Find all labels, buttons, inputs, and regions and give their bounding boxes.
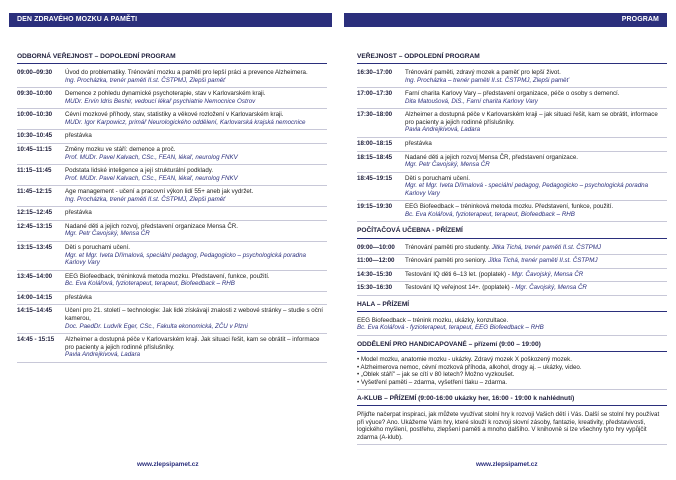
program-time: 09:00—10:00 <box>357 243 395 251</box>
program-row <box>357 269 667 283</box>
program-row <box>17 109 327 130</box>
program-row <box>357 67 667 88</box>
program-speaker: Prof. MUDr. Pavel Kalvach, CSc., FEAN, lékař, neurolog FNKV <box>65 174 238 182</box>
handicapped-list <box>357 355 667 390</box>
header-title-left: DEN ZDRAVÉHO MOZKU A PAMĚTI <box>9 13 332 27</box>
program-description <box>65 111 327 126</box>
program-time: 18:00–18:15 <box>357 139 393 147</box>
program-row <box>357 138 667 152</box>
program-text: Cévní mozkové příhody, stav, statistiky a věkové rozložení v Karlovarském kraji. <box>65 111 284 119</box>
program-text: Podstata lidské inteligence a její strukturální podklady. <box>65 167 214 175</box>
hall-entry <box>357 315 667 336</box>
program-description <box>65 146 327 161</box>
program-description <box>65 167 327 182</box>
program-row <box>17 292 327 306</box>
program-description <box>65 273 327 288</box>
program-row <box>17 165 327 186</box>
program-text: Farní charita Karlovy Vary – představení organizace, péče o osoby s demencí. <box>405 90 620 98</box>
page-header <box>0 0 676 28</box>
program-text: Trénování paměti, zdravý mozek a paměť pro lepší život. <box>405 69 561 77</box>
program-speaker: Mgr. Čavojský, Mensa ČR <box>511 270 584 278</box>
a-klub-text: Přijďte načerpat inspiraci, jak můžete využívat stolní hry k rozvoji Vašich dětí i Vás. Další se stolní hry používat při výuce? Ano. Ukážeme Vám hry, které slouží k rozvoji slovní zásoby, fantazie, kreativity, představivosti, logického myšlení, postřehu, zlepšení paměti a mnoho dalšího. V knihovně si lze všechny tyto hry vypůjčit zdarma (A-klub). <box>357 409 667 445</box>
program-row <box>17 334 327 363</box>
footer-link-left[interactable]: www.zlepsipamet.cz <box>137 461 199 468</box>
program-time: 14:30–15:30 <box>357 270 393 278</box>
program-row <box>357 255 667 269</box>
section-title-hall: HALA – PŘÍZEMÍ <box>357 301 667 312</box>
program-description <box>65 188 327 203</box>
program-time: 09:00–09:30 <box>17 69 53 77</box>
program-speaker: Ing. Procházka – trenér paměti II.st. ČSTPMJ, Zlepši paměť <box>405 76 569 84</box>
footer-link-right[interactable]: www.zlepsipamet.cz <box>476 461 538 468</box>
program-description <box>65 132 327 140</box>
program-speaker: Mgr. Čavojský, Mensa ČR <box>515 284 587 292</box>
section-title-handicapped: ODDĚLENÍ PRO HANDICAPOVANÉ – přízemí (9:00 – 19:00) <box>357 341 667 352</box>
hall-speaker: Bc. Eva Kolářová - fyzioterapeut, terapeut, EEG Biofeedback – RHB <box>357 324 544 332</box>
program-time: 11:00—12:00 <box>357 257 395 265</box>
afternoon-program-list <box>357 67 667 222</box>
program-time: 15:30–16:30 <box>357 284 393 292</box>
program-row <box>357 282 667 296</box>
program-time: 10:45–11:15 <box>17 145 52 153</box>
program-speaker: Jitka Tichá, trenér paměti II.st. ČSTPMJ <box>491 243 601 251</box>
program-description <box>405 154 667 169</box>
program-row <box>357 242 667 256</box>
program-row <box>17 221 327 242</box>
program-row <box>357 88 667 109</box>
program-description <box>405 111 667 134</box>
program-text: přestávka <box>65 209 92 217</box>
program-time: 12:15–12:45 <box>17 209 53 217</box>
program-speaker: Doc. PaedDr. Ludvík Eger, CSc., Fakulta ekonomická, ZČU v Plzni <box>65 322 248 330</box>
program-speaker: Prof. MUDr. Pavel Kalvach, CSc., FEAN, lékař, neurolog FNKV <box>65 153 238 161</box>
program-text: přestávka <box>405 139 432 147</box>
program-text: Nadané děti a jejich rozvoj Mensa ČR, představení organizace. <box>405 153 578 161</box>
program-description <box>405 140 667 148</box>
program-speaker: Bc. Eva Kolářová, fyzioterapeut, terapeut, Biofeedback – RHB <box>405 210 575 218</box>
program-row <box>17 67 327 88</box>
program-speaker: Mgr. et Mgr. Iveta Dřímalová - speciální pedagog, Pedagogicko – psychologická poradna Karlovy Vary <box>405 182 649 197</box>
program-row <box>17 186 327 207</box>
program-row <box>357 109 667 138</box>
program-speaker: Mgr. Petr Čavojský, Mensa ČR <box>65 230 150 238</box>
program-time: 18:45–19:15 <box>357 174 393 182</box>
program-speaker: Pavla Andrejkivová, Ladara <box>405 126 481 134</box>
program-speaker: MUDr. Ervín Idris Beshir, vedoucí lékař psychiatrie Nemocnice Ostrov <box>65 97 256 105</box>
program-time: 17:00–17:30 <box>357 90 393 98</box>
program-time: 17:30–18:00 <box>357 111 393 119</box>
program-text: Age management - učení a pracovní výkon lidí 55+ aneb jak vydržet. <box>65 188 254 196</box>
section-title-afternoon: VEŘEJNOST – ODPOLEDNÍ PROGRAM <box>357 53 667 64</box>
program-description <box>65 336 327 359</box>
program-description <box>405 284 667 292</box>
program-text: Učení pro 21. století – technologie: Jak lidé získávají znalosti z webové stránky – studie s oční kamerou, <box>65 307 323 322</box>
handicapped-list-item: • „Oblek stáří" – jak se cítí v 80 letech? Možno vyzkoušet. <box>357 371 515 379</box>
section-title-morning: ODBORNÁ VEŘEJNOST – DOPOLEDNÍ PROGRAM <box>17 53 327 64</box>
program-description <box>65 90 327 105</box>
program-time: 10:00–10:30 <box>17 111 53 119</box>
handicapped-list-item: • Alzheimerova nemoc, cévní mozková příhoda, alkohol, drogy aj. – ukázky, video. <box>357 363 582 371</box>
program-speaker: Dita Matoušová, DiS., Farní charita Karlovy Vary <box>405 97 538 105</box>
hall-text: EEG Biofeedback – trénink mozku, ukázky, konzultace. <box>357 316 509 324</box>
section-title-a-klub: A-KLUB – PŘÍZEMÍ (9:00-16:00 ukázky her, 16:00 - 19:00 k nahlédnutí) <box>357 395 667 406</box>
program-speaker: MUDr. Igor Karpowicz, primář Neurologického oddělení, Karlovarská krajská nemocnice <box>65 118 306 126</box>
program-time: 16:30–17:00 <box>357 69 393 77</box>
program-description <box>65 244 327 267</box>
program-text: Změny mozku ve stáří: demence a proč. <box>65 145 176 153</box>
program-speaker: Ing. Procházka, trenér paměti II.st. ČSTPMJ, Zlepši paměť <box>65 76 226 84</box>
computer-room-list <box>357 242 667 296</box>
program-text: Testování IQ děti 6–13 let. (poplatek) - <box>405 270 510 278</box>
program-description <box>65 294 327 302</box>
program-time: 11:45–12:15 <box>17 188 52 196</box>
program-row <box>357 201 667 222</box>
program-text: Nadané děti a jejich rozvoj, představení organizace Mensa ČR. <box>65 222 238 230</box>
program-description <box>405 203 667 218</box>
program-row <box>17 305 327 334</box>
program-description <box>65 223 327 238</box>
handicapped-list-item: • Vyšetření paměti – zdarma, vyšetření tlaku – zdarma. <box>357 378 508 386</box>
program-row <box>17 88 327 109</box>
program-text: Úvod do problematiky. Trénování mozku a paměti pro lepší práci a prevence Alzheimera. <box>65 69 308 77</box>
program-speaker: Bc. Eva Kolářová, fyzioterapeut, terapeut, Biofeedback – RHB <box>65 280 235 288</box>
program-text: Děti s poruchami učení. <box>405 174 470 182</box>
program-time: 19:15–19:30 <box>357 203 393 211</box>
program-speaker: Ing. Procházka, trenér paměti II.st. ČSTPMJ, Zlepši paměť <box>65 195 226 203</box>
program-time: 18:15–18:45 <box>357 153 393 161</box>
program-description <box>65 69 327 84</box>
program-time: 10:30–10:45 <box>17 132 53 140</box>
program-time: 14:45 - 15:15 <box>17 336 55 344</box>
header-title-right: PROGRAM <box>344 13 667 27</box>
program-row <box>17 242 327 271</box>
program-row <box>17 271 327 292</box>
program-text: Trénování paměti pro seniory. <box>405 257 487 265</box>
section-title-computer-room: POČÍTAČOVÁ UČEBNA - PŘÍZEMÍ <box>357 227 667 238</box>
left-column <box>17 53 327 363</box>
morning-program-list <box>17 67 327 363</box>
program-speaker: Pavla Andrejkivová, Ladara <box>65 351 141 359</box>
program-description <box>405 175 667 198</box>
program-description <box>405 69 667 84</box>
program-time: 13:45–14:00 <box>17 272 53 280</box>
program-row <box>357 152 667 173</box>
program-text: Alzheimer a dostupná péče v Karlovarském kraji – jak situaci řešit, kam se obrátit, informace pro pacienty a jejich rodinné příslušníky. <box>405 111 658 126</box>
program-description <box>405 271 667 279</box>
program-row <box>17 130 327 144</box>
program-time: 11:15–11:45 <box>17 167 52 175</box>
program-description <box>405 244 667 252</box>
handicapped-list-item: • Model mozku, anatomie mozku - ukázky. Zdravý mozek X poškozený mozek. <box>357 355 572 363</box>
program-text: Alzheimer a dostupná péče v Karlovarském kraji. Jak situaci řešit, kam se obrátit – informace pro pacienty a jejich rodinné příslušníky. <box>65 336 320 351</box>
program-text: přestávka <box>65 293 92 301</box>
program-text: přestávka <box>65 132 92 140</box>
program-description <box>405 90 667 105</box>
program-row <box>17 207 327 221</box>
program-time: 14:15–14:45 <box>17 307 53 315</box>
program-text: EEG Biofeedback, tréninková metoda mozku. Představení, funkce, použití. <box>65 272 270 280</box>
program-text: Demence z pohledu dynamické psychoterapie, stav v Karlovarském kraji. <box>65 90 266 98</box>
right-column <box>357 53 667 445</box>
program-time: 09:30–10:00 <box>17 90 53 98</box>
program-speaker: Jitka Tichá, trenér paměti II.st. ČSTPMJ <box>488 257 598 265</box>
program-time: 12:45–13:15 <box>17 222 53 230</box>
program-description <box>65 209 327 217</box>
program-speaker: Mgr. Petr Čavojský, Mensa ČR <box>405 161 490 169</box>
program-time: 14:00–14:15 <box>17 293 53 301</box>
program-time: 13:15–13:45 <box>17 244 53 252</box>
program-text: Testování IQ veřejnost 14+. (poplatek) - <box>405 284 514 292</box>
program-description <box>405 257 667 265</box>
program-text: EEG Biofeedback – tréninková metoda mozku. Představení, funkce, použití. <box>405 203 614 211</box>
program-row <box>357 173 667 202</box>
program-speaker: Mgr. et Mgr. Iveta Dřímalová, speciální pedagog, Pedagogicko – psychologická poradna Karlovy Vary <box>65 251 306 267</box>
program-description <box>65 307 327 330</box>
program-text: Děti s poruchami učení. <box>65 244 130 252</box>
program-row <box>17 144 327 165</box>
program-text: Trénování paměti pro studenty. <box>405 243 490 251</box>
